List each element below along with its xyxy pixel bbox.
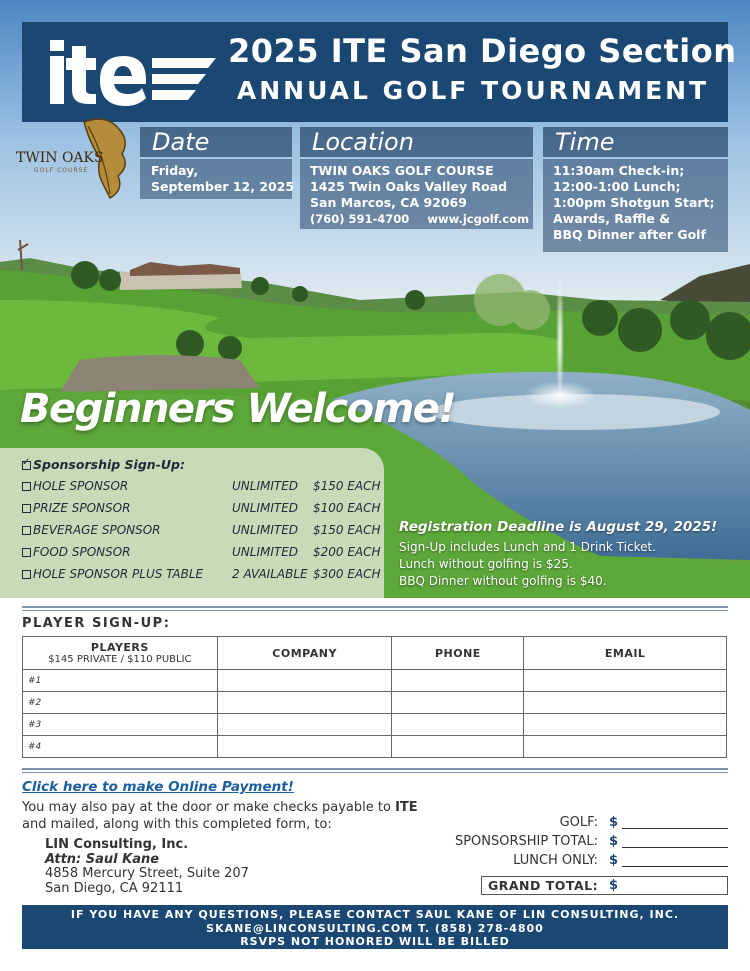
lunch-currency: $ <box>609 853 619 868</box>
payment-text: You may also pay at the door or make checks payable to <box>22 800 396 815</box>
sponsorship-currency: $ <box>609 834 619 849</box>
column-header-email: EMAIL <box>524 637 727 670</box>
golf-total-label: GOLF: <box>559 815 598 830</box>
company-cell[interactable] <box>217 692 392 714</box>
company-cell[interactable] <box>217 670 392 692</box>
grand-total-field[interactable] <box>481 876 728 895</box>
sponsor-name: PRIZE SPONSOR <box>33 501 131 515</box>
grand-total-label: GRAND TOTAL: <box>488 878 599 893</box>
contact-footer <box>22 905 728 949</box>
payment-instructions-2: and mailed, along with this completed form, to: <box>22 817 332 832</box>
divider <box>22 768 728 773</box>
mail-company: LIN Consulting, Inc. <box>45 837 189 852</box>
column-header-company: COMPANY <box>217 637 392 670</box>
footer-contact-line: IF YOU HAVE ANY QUESTIONS, PLEASE CONTACT SAUL KANE OF LIN CONSULTING, INC. <box>70 908 680 921</box>
online-payment-link[interactable]: Click here to make Online Payment! <box>22 779 294 795</box>
time-line: Awards, Raffle & <box>553 211 671 226</box>
location-line: 1425 Twin Oaks Valley Road <box>310 179 508 194</box>
email-cell[interactable] <box>524 714 727 736</box>
company-cell[interactable] <box>217 714 392 736</box>
player-signup-title: PLAYER SIGN-UP: <box>22 616 171 631</box>
time-heading: Time <box>543 127 728 157</box>
sponsor-name: BEVERAGE SPONSOR <box>33 523 161 537</box>
sponsor-name: FOOD SPONSOR <box>33 545 131 559</box>
time-line: 11:30am Check-in; <box>553 163 685 178</box>
sponsor-price: $150 EACH <box>313 479 381 493</box>
sponsorship-title <box>22 457 185 472</box>
lunch-only-field[interactable] <box>622 853 728 867</box>
player-name-cell[interactable]: #3 <box>23 714 218 736</box>
date-heading: Date <box>140 127 292 157</box>
column-header-players: PLAYERS $145 PRIVATE / $110 PUBLIC <box>23 637 218 670</box>
registration-note: Lunch without golfing is $25. <box>399 557 573 571</box>
registration-deadline: Registration Deadline is August 29, 2025! <box>399 519 718 535</box>
phone-cell[interactable] <box>392 692 524 714</box>
sponsor-availability: UNLIMITED <box>232 479 299 493</box>
location-website[interactable]: www.jcgolf.com <box>427 212 530 226</box>
location-line: TWIN OAKS GOLF COURSE <box>310 163 494 178</box>
sponsor-availability: UNLIMITED <box>232 545 299 559</box>
twin-oaks-logo-name: TWIN OAKS <box>16 150 104 166</box>
location-phone: (760) 591-4700 <box>310 212 410 226</box>
lunch-only-label: LUNCH ONLY: <box>513 853 598 868</box>
time-line: 12:00-1:00 Lunch; <box>553 179 681 194</box>
twin-oaks-logo-icon <box>14 114 134 200</box>
player-name-cell[interactable]: #2 <box>23 692 218 714</box>
sponsor-price: $150 EACH <box>313 523 381 537</box>
title-banner <box>22 22 737 122</box>
sponsor-checkbox[interactable] <box>22 570 31 579</box>
divider <box>22 606 728 611</box>
mail-street: 4858 Mercury Street, Suite 207 <box>45 866 249 881</box>
sponsor-name: HOLE SPONSOR PLUS TABLE <box>33 567 204 581</box>
table-row <box>23 670 727 692</box>
payee-name: ITE <box>395 800 418 815</box>
sponsor-price: $200 EACH <box>313 545 381 559</box>
email-cell[interactable] <box>524 692 727 714</box>
location-details <box>300 159 533 229</box>
footer-email-phone[interactable]: SKANE@LINCONSULTING.COM T. (858) 278-4800 <box>206 921 544 935</box>
location-line: San Marcos, CA 92069 <box>310 195 467 210</box>
player-name-cell[interactable]: #4 <box>23 736 218 758</box>
sponsor-checkbox[interactable] <box>22 548 31 557</box>
time-line: 1:00pm Shotgun Start; <box>553 195 715 210</box>
tournament-title: 2025 ITE San Diego Section <box>228 32 737 70</box>
phone-cell[interactable] <box>392 714 524 736</box>
date-line: September 12, 2025 <box>151 179 295 194</box>
table-row <box>23 692 727 714</box>
email-cell[interactable] <box>524 670 727 692</box>
tournament-subtitle: ANNUAL GOLF TOURNAMENT <box>236 76 710 105</box>
golf-total-field[interactable] <box>622 815 728 829</box>
table-row <box>23 736 727 758</box>
date-details <box>140 159 295 199</box>
sponsor-availability: UNLIMITED <box>232 501 299 515</box>
table-header-row <box>23 637 727 670</box>
twin-oaks-logo-sub: GOLF COURSE <box>34 167 89 174</box>
players-pricing: $145 PRIVATE / $110 PUBLIC <box>48 654 192 665</box>
sponsorship-box <box>0 448 384 598</box>
sponsor-availability: 2 AVAILABLE <box>232 567 308 581</box>
table-row <box>23 714 727 736</box>
registration-note: Sign-Up includes Lunch and 1 Drink Ticket. <box>399 540 656 554</box>
sponsor-checkbox[interactable] <box>22 526 31 535</box>
payment-instructions <box>22 800 418 815</box>
column-header-phone: PHONE <box>392 637 524 670</box>
beginners-welcome-tagline: Beginners Welcome! <box>20 386 456 432</box>
date-line: Friday, <box>151 163 199 178</box>
email-cell[interactable] <box>524 736 727 758</box>
sponsor-checkbox[interactable] <box>22 504 31 513</box>
company-cell[interactable] <box>217 736 392 758</box>
grand-currency: $ <box>609 878 619 893</box>
sponsor-availability: UNLIMITED <box>232 523 299 537</box>
time-line: BBQ Dinner after Golf <box>553 227 706 242</box>
mail-attention: Attn: Saul Kane <box>45 852 160 867</box>
checkbox-icon <box>22 461 31 470</box>
location-heading: Location <box>300 127 533 157</box>
registration-note: BBQ Dinner without golfing is $40. <box>399 574 607 588</box>
phone-cell[interactable] <box>392 736 524 758</box>
sponsor-name: HOLE SPONSOR <box>33 479 129 493</box>
sponsor-price: $100 EACH <box>313 501 381 515</box>
sponsor-price: $300 EACH <box>313 567 381 581</box>
golf-currency: $ <box>609 815 619 830</box>
time-details <box>543 159 728 252</box>
player-signup-table <box>22 636 727 758</box>
sponsorship-title-text: Sponsorship Sign-Up: <box>33 457 185 472</box>
sponsorship-total-label: SPONSORSHIP TOTAL: <box>454 834 598 849</box>
ite-logo-icon <box>48 36 218 108</box>
player-name-cell[interactable]: #1 <box>23 670 218 692</box>
sponsor-checkbox[interactable] <box>22 482 31 491</box>
footer-rsvp-notice: RSVPS NOT HONORED WILL BE BILLED <box>240 935 510 948</box>
phone-cell[interactable] <box>392 670 524 692</box>
sponsorship-total-field[interactable] <box>622 834 728 848</box>
mail-city: San Diego, CA 92111 <box>45 881 184 896</box>
